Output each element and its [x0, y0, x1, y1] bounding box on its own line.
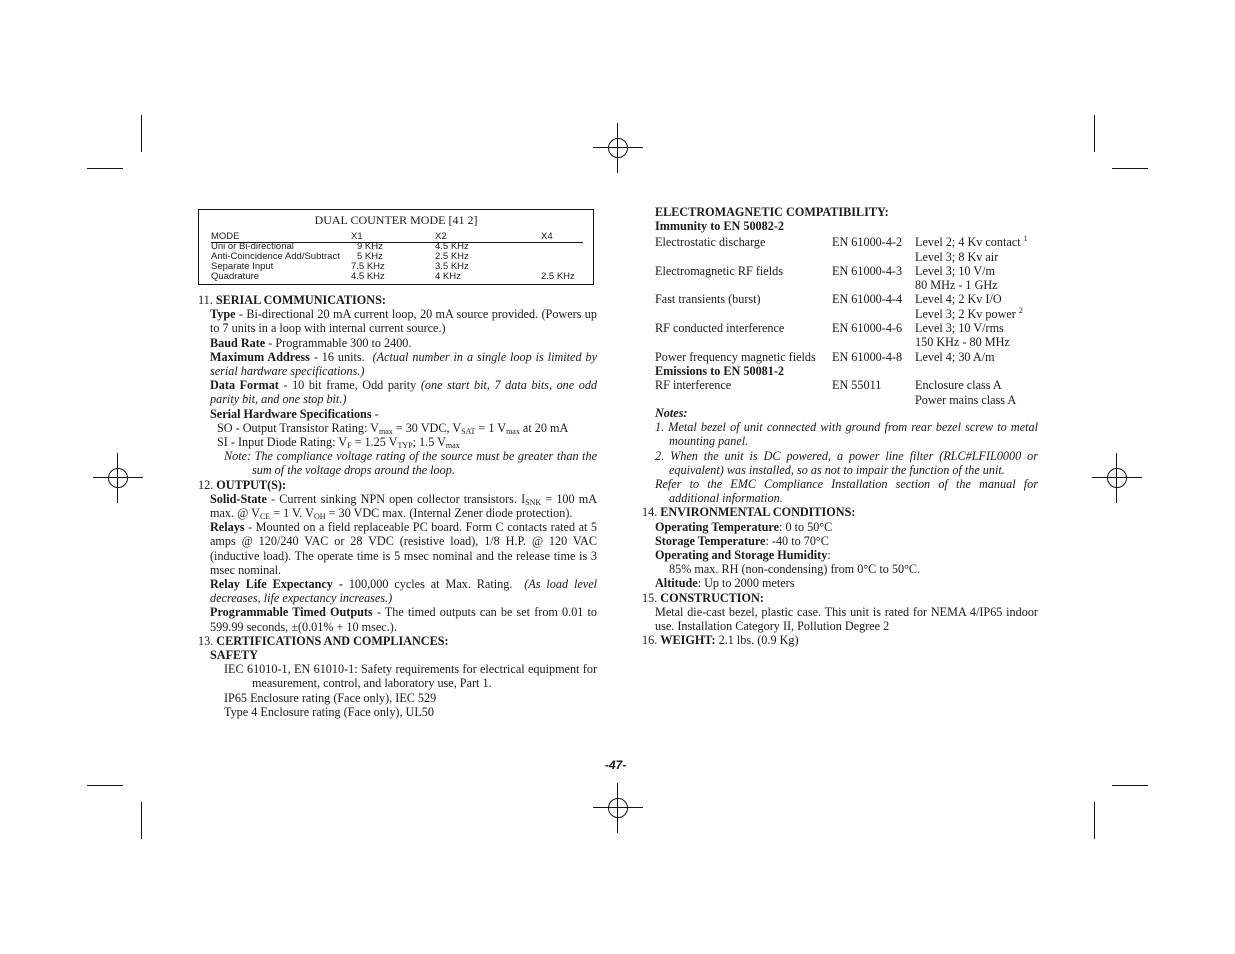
- emc-row-level: Level 3; 10 V/rms: [915, 321, 1004, 335]
- registration-mark: [1092, 453, 1142, 503]
- emc-rf-std: EN 55011: [832, 378, 882, 392]
- crop-mark: [141, 802, 142, 839]
- emc-row-std: EN 61000-4-4: [832, 292, 903, 306]
- emc-table: [655, 235, 1045, 415]
- emc-rf-name: RF interference: [655, 378, 732, 392]
- emc-row-name: Fast transients (burst): [655, 292, 761, 306]
- cell-x2: 2.5 KHz: [435, 251, 469, 262]
- header-x2: X2: [435, 231, 447, 242]
- emc-rf-level2: Power mains class A: [915, 393, 1017, 407]
- emc-row-name: RF conducted interference: [655, 321, 785, 335]
- crop-mark: [1094, 115, 1095, 152]
- serial-data-format: Data Format - 10 bit frame, Odd parity (one start bit, 7 data bits, one odd parity bit, and one stop bit.): [210, 378, 598, 407]
- emc-row-name: Power frequency magnetic fields: [655, 350, 816, 364]
- serial-so-rating: SO - Output Transistor Rating: $V_{max} = 30$ VDC, $V_{SAT} = 1$ $V_{max}$ at 20 mA: [217, 420, 569, 436]
- emc-note-3: Refer to the EMC Compliance Installation section of the manual for additional information.: [655, 477, 1038, 506]
- cell-x1: 4.5 KHz: [351, 271, 385, 282]
- registration-mark: [593, 123, 643, 173]
- cell-mode: Anti-Coincidence Add/Subtract: [211, 251, 340, 262]
- right-column-lower: [642, 406, 1038, 647]
- cell-x2: 4.5 KHz: [435, 241, 469, 252]
- header-x4: X4: [541, 231, 553, 242]
- crop-mark: [87, 168, 123, 169]
- cell-mode: Uni or Bi-directional: [211, 241, 294, 252]
- emc-emissions: Emissions to EN 50081-2: [655, 364, 784, 378]
- cell-x4: 2.5 KHz: [541, 271, 575, 282]
- cell-mode: Quadrature: [211, 271, 260, 282]
- emc-heading: ELECTROMAGNETIC COMPATIBILITY:: [655, 205, 889, 219]
- emc-row-level2: Level 3; 2 Kv power $^2$: [915, 306, 1023, 321]
- emc-row-std: EN 61000-4-8: [832, 350, 903, 364]
- page-number: -47-: [605, 758, 627, 772]
- certs-type4: Type 4 Enclosure rating (Face only), UL50: [224, 704, 434, 719]
- header-mode: MODE: [211, 231, 240, 242]
- serial-hardware-specs: Serial Hardware Specifications -: [210, 406, 379, 421]
- crop-mark: [87, 785, 123, 786]
- serial-si-rating: SI - Input Diode Rating: $V_F = 1.25$ $V_{TYP}$; 1.5 $V_{max}$: [217, 435, 460, 451]
- crop-mark: [141, 115, 142, 152]
- construction-text: Metal die-cast bezel, plastic case. This unit is rated for NEMA 4/IP65 indoor use. Installation Category II, Pollution Degree 2: [655, 604, 1038, 634]
- emc-rf-level: Enclosure class A: [915, 378, 1002, 392]
- emc-row-name: Electromagnetic RF fields: [655, 264, 783, 278]
- section-11-heading: 11. SERIAL COMMUNICATIONS:: [198, 293, 386, 307]
- serial-baud: Baud Rate - Programmable 300 to 2400.: [210, 335, 412, 350]
- cell-x2: 4 KHz: [435, 271, 461, 282]
- cell-mode: Separate Input: [211, 261, 274, 272]
- serial-max-address: Maximum Address - 16 units. (Actual number in a single loop is limited by serial hardware specifications.): [210, 349, 597, 379]
- registration-mark: [593, 783, 643, 833]
- emc-row-std: EN 61000-4-6: [832, 321, 903, 335]
- cell-x1: 7.5 KHz: [351, 261, 385, 272]
- output-timed: Programmable Timed Outputs - The timed outputs can be set from 0.01 to 599.99 seconds, ±(0.01% + 10 msec.).: [210, 605, 598, 634]
- section-13-heading: 13. CERTIFICATIONS AND COMPLIANCES:: [198, 633, 449, 648]
- table-row: [211, 272, 583, 282]
- left-column: [198, 293, 597, 719]
- dual-counter-mode-table: [198, 209, 594, 285]
- registration-mark: [93, 453, 143, 503]
- env-humidity-label: Operating and Storage Humidity:: [655, 548, 831, 563]
- emc-row-level2: Level 3; 8 Kv air: [915, 250, 999, 264]
- cell-x1: 9 KHz: [357, 241, 383, 252]
- emc-row-level2: 80 MHz - 1 GHz: [915, 278, 998, 292]
- env-storage-temp: Storage Temperature: -40 to 70°C: [655, 533, 829, 548]
- emc-row-level: Level 2; 4 Kv contact $^1$: [915, 234, 1028, 249]
- emc-row-name: Electrostatic discharge: [655, 235, 766, 249]
- certs-ip65: IP65 Enclosure rating (Face only), IEC 529: [224, 690, 437, 705]
- crop-mark: [1112, 785, 1148, 786]
- cell-x2: 3.5 KHz: [435, 261, 469, 272]
- section-12-heading: 12. OUTPUT(S):: [198, 477, 287, 492]
- output-solid-state: Solid-State - Current sinking NPN open collector transistors. $I_{SNK} = 100$ mA max. @ $V_{CE} = 1$ V. $V_{OH} = 30$ VDC max. (Internal Zener diode protection).: [210, 491, 598, 522]
- output-relays: Relays - Mounted on a field replaceable PC board. Form C contacts rated at 5 amps @ 120/240 VAC or 28 VDC (resistive load), 1/8 H.P. @ 120 VAC (inductive load). The operate time is 5 msec nominal and the release time is 3 msec nominal.: [210, 520, 598, 577]
- emc-immunity: Immunity to EN 50082-2: [655, 219, 784, 234]
- certs-safety: SAFETY: [210, 648, 259, 663]
- emc-notes-heading: Notes:: [655, 406, 688, 420]
- section-15-heading: 15. CONSTRUCTION:: [642, 590, 764, 605]
- emc-row-level: Level 4; 30 A/m: [915, 350, 995, 364]
- env-humidity-value: 85% max. RH (non-condensing) from 0°C to 50°C.: [669, 562, 921, 577]
- emc-row-level: Level 4; 2 Kv I/O: [915, 292, 1002, 306]
- emc-row-level2: 150 KHz - 80 MHz: [915, 335, 1010, 349]
- serial-type: Type - Bi-directional 20 mA current loop, 20 mA source provided. (Powers up to 7 units in a loop with internal current source.): [210, 307, 597, 336]
- env-altitude: Altitude: Up to 2000 meters: [655, 576, 795, 591]
- emc-note-2: 2. When the unit is DC powered, a power line filter (RLC#LFIL0000 or equivalent) was installed, so as not to impair the function of the unit.: [655, 448, 1038, 477]
- table-row: [211, 262, 583, 272]
- table-title: DUAL COUNTER MODE [41 2]: [314, 213, 478, 227]
- crop-mark: [1112, 168, 1148, 169]
- crop-mark: [1094, 802, 1095, 839]
- section-14-heading: 14. ENVIRONMENTAL CONDITIONS:: [642, 505, 856, 520]
- emc-row-std: EN 61000-4-2: [832, 235, 903, 249]
- env-operating-temp: Operating Temperature: 0 to 50°C: [655, 519, 833, 534]
- emc-note-1: 1. Metal bezel of unit connected with ground from rear bezel screw to metal mounting panel.: [655, 420, 1038, 449]
- header-x1: X1: [351, 231, 363, 242]
- certs-iec: IEC 61010-1, EN 61010-1: Safety requirements for electrical equipment for measurement, control, and laboratory use, Part 1.: [224, 662, 597, 691]
- emc-row-std: EN 61000-4-3: [832, 264, 903, 278]
- cell-x1: 5 KHz: [357, 251, 383, 262]
- output-relay-life: Relay Life Expectancy - 100,000 cycles at Max. Rating. (As load level decreases, life expectancy increases.): [210, 577, 598, 606]
- emc-row-level: Level 3; 10 V/m: [915, 264, 995, 278]
- serial-note: Note: The compliance voltage rating of the source must be greater than the sum of the voltage drops around the loop.: [224, 449, 597, 478]
- right-column: [642, 205, 1038, 233]
- section-16-weight: 16. WEIGHT: 2.1 lbs. (0.9 Kg): [642, 633, 799, 648]
